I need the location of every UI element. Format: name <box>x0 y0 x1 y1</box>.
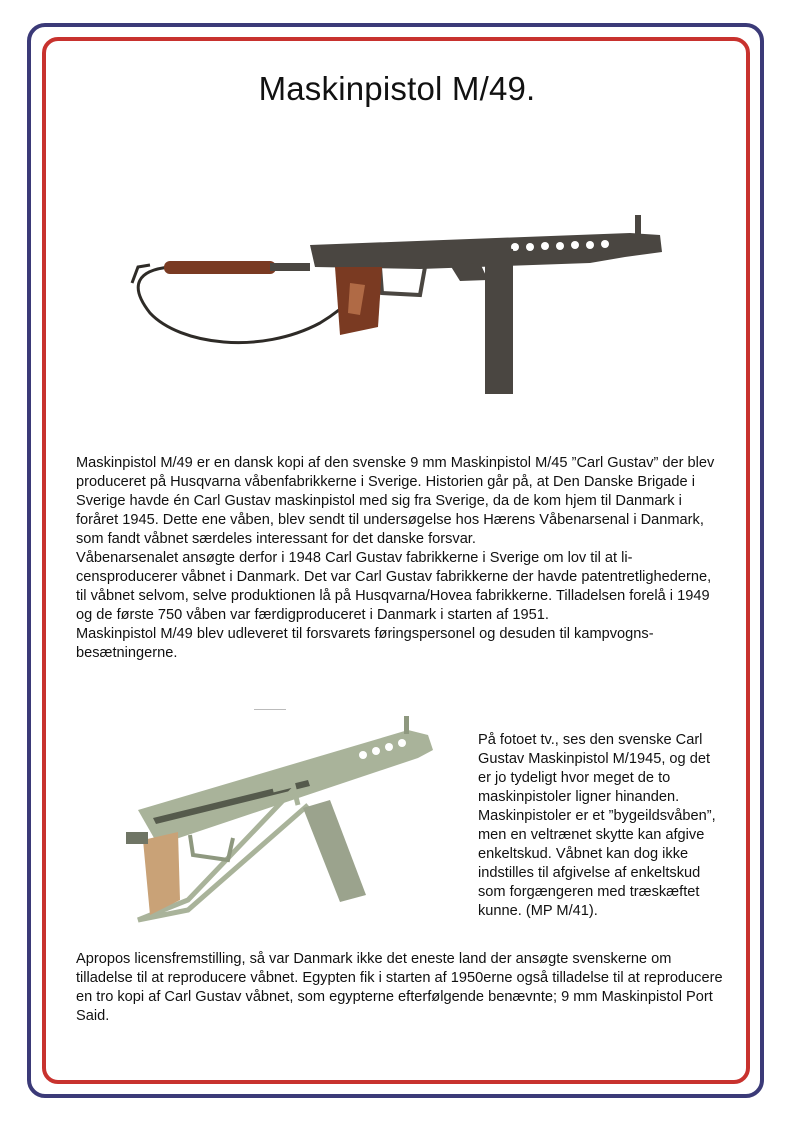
history-paragraph-part-1: Maskinpistol M/49 er en dansk kopi af den svenske 9 mm Maskinpistol M/45 ”Carl Gustav” der blev produceret på Husqvarna våbenfabrikkerne i Sverige. Historien går på, at Den Danske Brigade i Sverige havde én Carl Gustav maskinpistol med sig fra Sverige, da de kom hjem til Danmark i foråret 1945. Dette ene våben, blev sendt til undersøgelse hos Hærens Våbenarsenal i Danmark, som fandt våbnet særdeles interessant for det danske forsvar. <box>76 455 715 547</box>
history-paragraph-part-3: Maskinpistol M/49 blev udleveret til forsvarets føringspersonel og desuden til kampvognsbesætningerne. <box>76 626 654 661</box>
history-paragraph <box>76 454 724 663</box>
m49-gun-photo <box>120 205 670 400</box>
history-paragraph-part-2: Våbenarsenalet ansøgte derfor i 1948 Carl Gustav fabrikkerne i Sverige om lov til at licensproducerer våbnet i Danmark. Det var Carl Gustav fabrikkerne der havde patentretlighederne, til våbnet selvom, selve produktionen lå på Husqvarna/Hovea fabrikkerne. Tilladelsen forelå i 1949 og de første 750 våben var færdigproduceret i Danmark i starten af 1951. <box>76 550 712 623</box>
photo-caption: På fotoet tv., ses den svenske Carl Gustav Maskinpistol M/1945, og det er jo tydeligt hvor meget de to maskinpistoler ligner hinanden. Maskinpistoler er et ”bygeildsvåben”, men en veltrænet skytte kan afgive enkeltskud. Våbnet kan dog ikke indstilles til afgivelse af enkeltskud som forgængeren med træskæftet kunne. (MP M/41). <box>478 732 716 919</box>
carl-gustav-gun-photo <box>98 710 443 935</box>
page-title: Maskinpistol M/49. <box>258 70 536 107</box>
licensing-paragraph: Apropos licensfremstilling, så var Danmark ikke det eneste land der ansøgte svenskerne om tilladelse til at reproducere våbnet. Egypten fik i starten af 1950erne også tilladelse til at reproducere en tro kopi af Carl Gustav våbnet, som egypterne efterfølgende benævnte; 9 mm Maskinpistol Port Said. <box>76 951 723 1024</box>
